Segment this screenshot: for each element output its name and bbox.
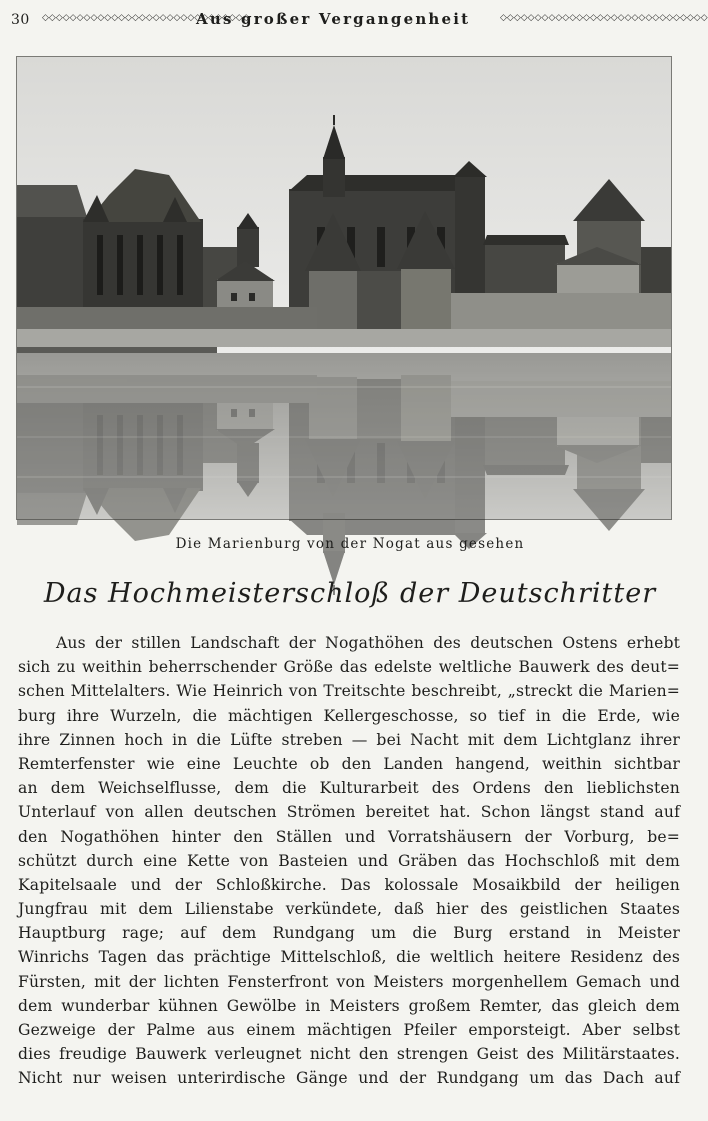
body-line: Fürsten, mit der lichten Fensterfront von Meisters morgenhellem Gemach und [18,972,680,991]
body-line: Gezweige der Palme aus einem mächtigen Pfeiler emporsteigt. Aber selbst [18,1021,680,1039]
body-line: Unterlauf von allen deutschen Strömen bereitet hat. Schon längst stand auf [18,803,680,822]
body-line: dem wunderbar kühnen Gewölbe in Meisters großem Remter, das gleich dem [18,996,680,1015]
running-title: Aus großer Vergangenheit [196,10,471,28]
body-line: ihre Zinnen hoch in die Lüfte streben — bei Nacht mit dem Lichtglanz ihrer [18,730,680,749]
body-line: dies freudige Bauwerk verleugnet nicht den strengen Geist des Militärstaates. [18,1045,680,1064]
figure-caption: Die Marienburg von der Nogat aus gesehen [175,536,525,552]
body-line: Aus der stillen Landschaft der Nogathöhen des deutschen Ostens erhebt [56,634,680,652]
body-line: burg ihre Wurzeln, die mächtigen Kellergeschosse, so tief in die Erde, wie [18,706,680,725]
body-line: Hauptburg rage; auf dem Rundgang um die Burg erstand in Meister [18,924,680,943]
body-line: schützt durch eine Kette von Basteien und Gräben das Hochschloß mit dem [18,851,680,870]
body-line: Winrichs Tagen das prächtige Mittelschloß, die weltlich heitere Residenz des [18,948,680,967]
body-line: an dem Weichselflusse, dem die Kulturarbeit des Ordens den lieblichsten [18,779,680,798]
header-ornament-right: ◇◇◇◇◇◇◇◇◇◇◇◇◇◇◇◇◇◇◇◇◇◇◇◇◇◇◇◇◇◇ [500,13,708,23]
body-line: Nicht nur weisen unterirdische Gänge und der Rundgang um das Dach auf [18,1069,680,1088]
body-line: Remterfenster wie eine Leuchte ob den Landen hangend, weithin sichtbar [18,754,680,773]
body-line: schen Mittelalters. Wie Heinrich von Treitschte beschreibt, „streckt die Marien= [18,682,680,701]
body-line: den Nogathöhen hinter den Ställen und Vorratshäusern der Vorburg, be= [18,827,680,846]
article-body [18,631,680,1091]
body-line: Kapitelsaale und der Schloßkirche. Das kolossale Mosaikbild der heiligen [18,875,680,894]
castle-photograph [16,56,672,520]
body-line: Jungfrau mit dem Lilienstabe verkündete, daß hier des geistlichen Staates [18,900,680,919]
header-ornament-left: ◇◇◇◇◇◇◇◇◇◇◇◇◇◇◇◇◇◇◇◇◇◇◇◇◇◇◇◇◇◇ [42,13,250,23]
page-number: 30 [11,12,30,28]
article-title: Das Hochmeisterschloß der Deutschritter [43,578,657,609]
body-line: sich zu weithin beherrschender Größe das edelste weltliche Bauwerk des deut= [18,658,680,677]
